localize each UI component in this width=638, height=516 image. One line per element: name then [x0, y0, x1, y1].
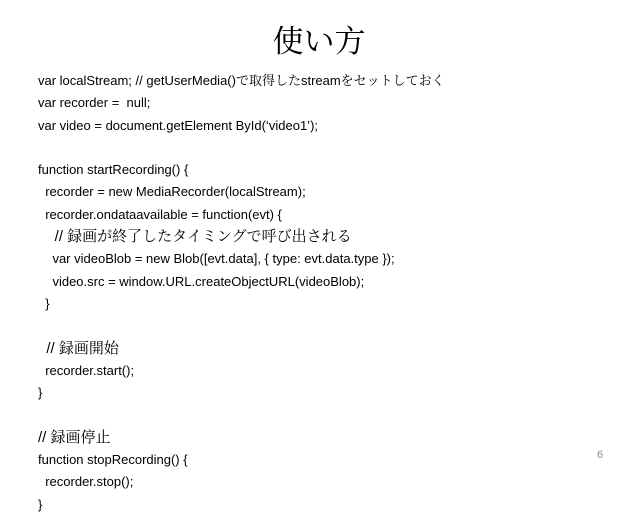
- code-block: [38, 70, 630, 516]
- code-line: [38, 315, 630, 337]
- code-comment-line: // 録画停止: [38, 428, 111, 446]
- code-line: }: [38, 496, 43, 512]
- code-comment-line: // 録画開始: [38, 339, 119, 357]
- code-line: var localStream; // getUserMedia()で取得したstreamをセットしておく: [38, 73, 445, 88]
- code-line: recorder.ondataavailable = function(evt) {: [38, 206, 282, 222]
- code-line: recorder.start();: [38, 362, 135, 378]
- code-line: var recorder = null;: [38, 95, 151, 111]
- code-line: var videoBlob = new Blob([evt.data], { type: evt.data.type });: [38, 251, 395, 267]
- code-line: recorder.stop();: [38, 474, 134, 490]
- code-line: function stopRecording() {: [38, 452, 188, 468]
- code-line: }: [38, 385, 43, 401]
- code-comment-line: // 録画が終了したタイミングで呼び出される: [38, 228, 352, 246]
- code-line: }: [38, 295, 50, 311]
- code-line: video.src = window.URL.createObjectURL(videoBlob);: [38, 273, 365, 289]
- page-number: 6: [596, 449, 604, 461]
- code-line: recorder = new MediaRecorder(localStream);: [38, 184, 306, 200]
- code-line: [38, 404, 630, 426]
- code-line: [38, 137, 630, 159]
- slide-title: 使い方: [272, 24, 366, 60]
- code-line: function startRecording() {: [38, 162, 189, 178]
- code-line: var video = document.getElement ById(‘video1’);: [38, 117, 319, 133]
